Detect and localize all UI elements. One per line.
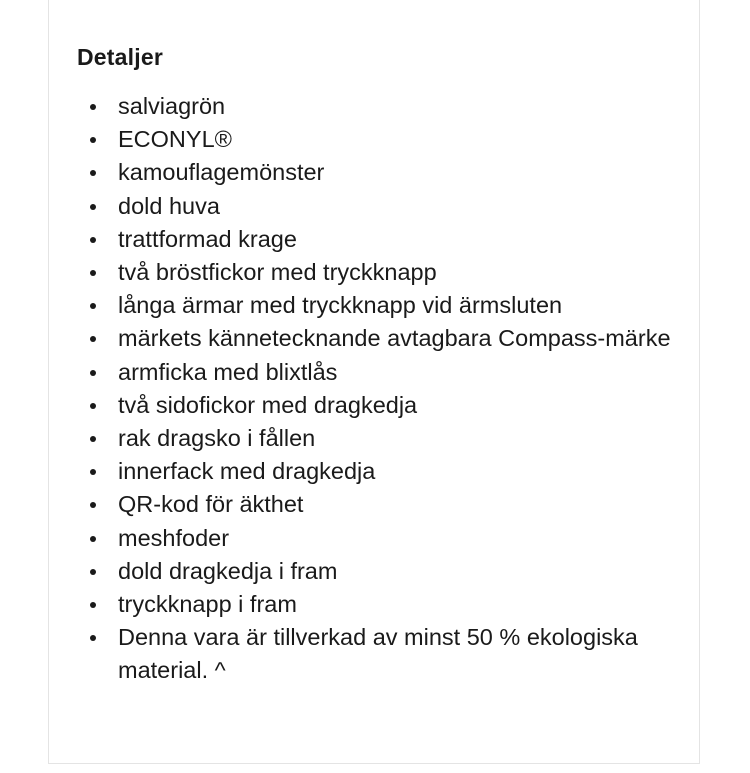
bullet-icon	[90, 403, 96, 409]
list-item	[87, 223, 677, 256]
list-item-text: tryckknapp i fram	[118, 591, 297, 618]
list-item	[87, 588, 677, 621]
list-item-text: kamouflagemönster	[118, 159, 325, 186]
list-item	[87, 522, 677, 555]
bullet-icon	[90, 370, 96, 376]
list-item-text: dold dragkedja i fram	[118, 557, 338, 584]
bullet-icon	[90, 536, 96, 542]
bullet-icon	[90, 602, 96, 608]
list-item	[87, 422, 677, 455]
list-item	[87, 555, 677, 588]
list-item	[87, 455, 677, 488]
list-item	[87, 123, 677, 156]
bullet-icon	[90, 237, 96, 243]
list-item	[87, 90, 677, 123]
list-item	[87, 621, 677, 687]
details-panel	[48, 0, 700, 764]
list-item	[87, 389, 677, 422]
list-item-text: meshfoder	[118, 524, 230, 551]
list-item-text: ECONYL®	[118, 126, 232, 153]
list-item	[87, 256, 677, 289]
details-list	[87, 90, 677, 688]
bullet-icon	[90, 436, 96, 442]
list-item	[87, 322, 677, 355]
list-item-text: Denna vara är tillverkad av minst 50 % ekologiska material. ^	[118, 624, 638, 684]
bullet-icon	[90, 336, 96, 342]
list-item	[87, 190, 677, 223]
list-item-text: långa ärmar med tryckknapp vid ärmsluten	[118, 292, 563, 319]
list-item	[87, 289, 677, 322]
list-item-text: salviagrön	[118, 93, 226, 119]
bullet-icon	[90, 137, 96, 143]
list-item	[87, 488, 677, 521]
list-item-text: QR-kod för äkthet	[118, 491, 304, 518]
list-item-text: två sidofickor med dragkedja	[118, 391, 418, 418]
list-item-text: armficka med blixtlås	[118, 358, 338, 385]
bullet-icon	[90, 204, 96, 210]
bullet-icon	[90, 469, 96, 475]
list-item-text: två bröstfickor med tryckknapp	[118, 259, 437, 286]
bullet-icon	[90, 303, 96, 309]
list-item-text: märkets kännetecknande avtagbara Compass-märke	[118, 325, 671, 352]
bullet-icon	[90, 569, 96, 575]
details-heading: Detaljer	[77, 44, 163, 70]
list-item-text: rak dragsko i fållen	[118, 425, 316, 452]
list-item	[87, 156, 677, 189]
bullet-icon	[90, 104, 96, 110]
list-item	[87, 356, 677, 389]
list-item-text: dold huva	[118, 192, 220, 219]
bullet-icon	[90, 635, 96, 641]
list-item-text: innerfack med dragkedja	[118, 458, 376, 485]
list-item-text: trattformad krage	[118, 225, 297, 252]
bullet-icon	[90, 270, 96, 276]
bullet-icon	[90, 170, 96, 176]
bullet-icon	[90, 502, 96, 508]
